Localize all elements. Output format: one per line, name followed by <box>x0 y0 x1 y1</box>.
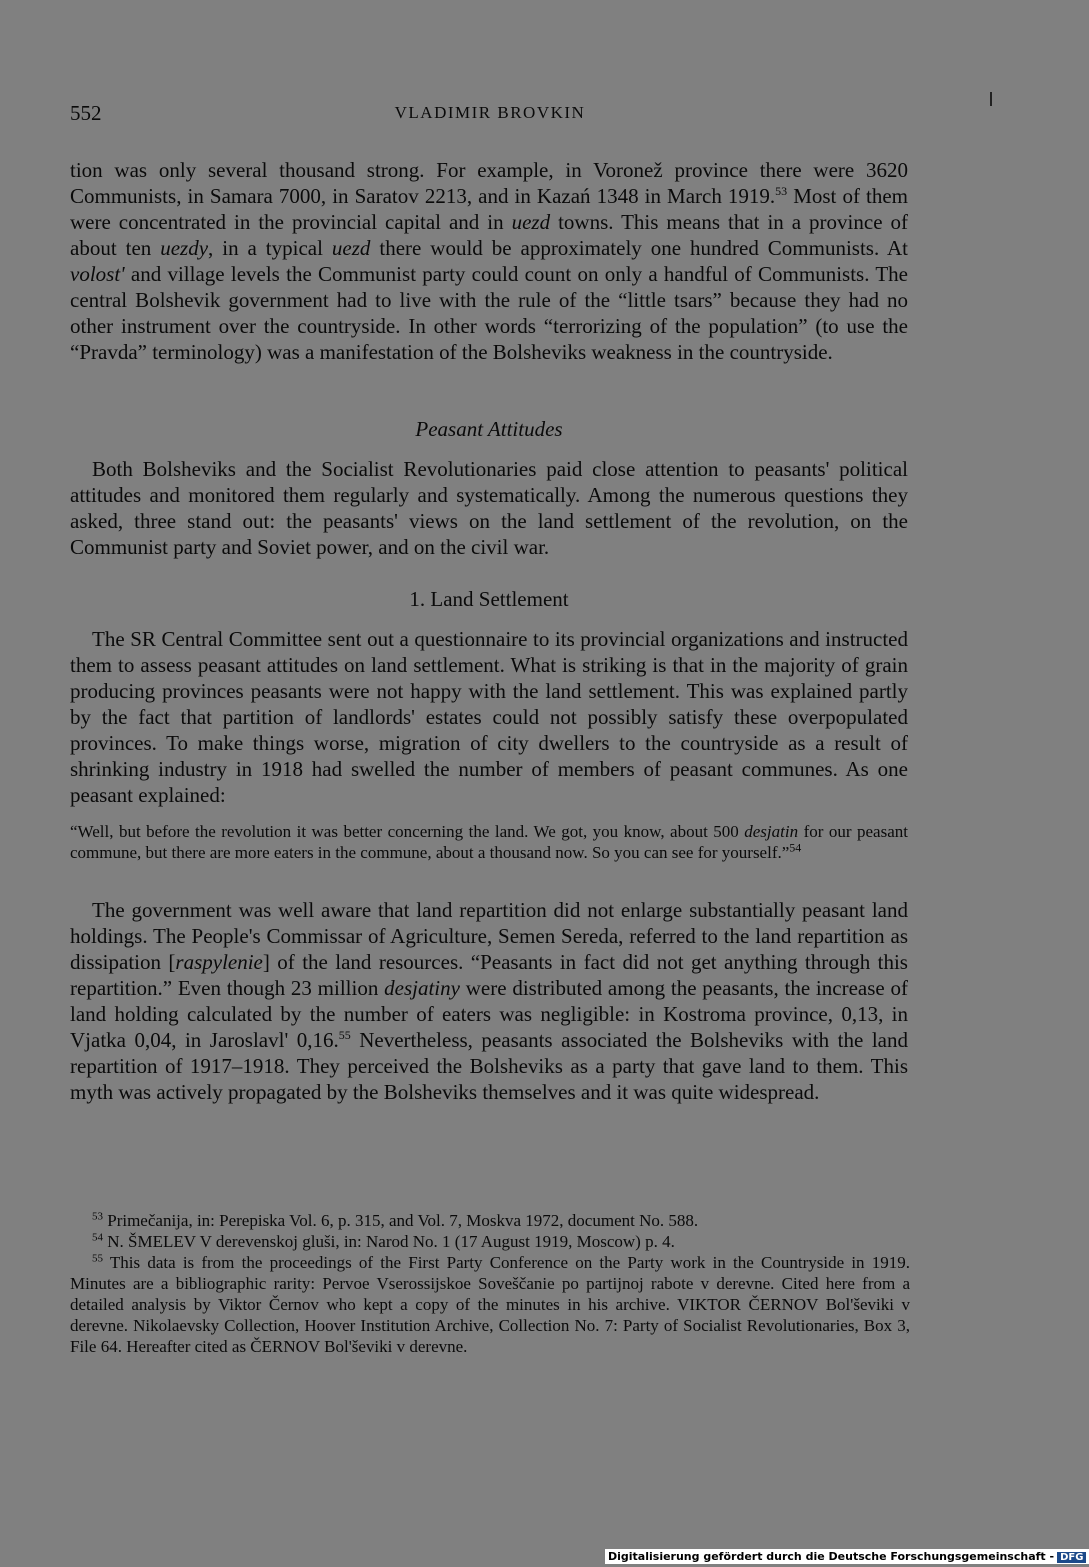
paragraph-3 <box>70 626 908 808</box>
paragraph-3-text: The SR Central Committee sent out a questionnaire to its provincial organizations and instructed them to assess peasant attitudes on land settlement. What is striking is that in the majority of grain producing provinces peasants were not happy with the land settlement. This was explained partly by the fact that partition of landlords' estates could not possibly satisfy these overpopulated provinces. To make things worse, migration of city dwellers to the countryside as a result of shrinking industry in 1918 had swelled the number of members of peasant communes. As one peasant explained: <box>70 627 908 807</box>
footnote-text: N. ŠMELEV V derevenskoj gluši, in: Narod No. 1 (17 August 1919, Moscow) p. 4. <box>103 1232 675 1251</box>
paragraph-1 <box>70 157 908 365</box>
italic-term: uezd <box>511 210 551 234</box>
footnote-ref-53[interactable]: 53 <box>775 184 788 198</box>
footnote-ref-55[interactable]: 55 <box>338 1028 351 1042</box>
footer-text: Digitalisierung gefördert durch die Deutsche Forschungsgemeinschaft - <box>608 1550 1055 1563</box>
paragraph-2 <box>70 456 908 560</box>
paragraph-4-text: The government was well aware that land repartition did not enlarge substantially peasant land holdings. The People's Commissar of Agriculture, Semen Sereda, referred to the land repartition as dissipation [ <box>70 898 908 974</box>
italic-term: uezdy <box>160 236 209 260</box>
footnotes <box>70 1210 910 1357</box>
italic-term: desjatiny <box>384 976 460 1000</box>
footnote-55 <box>70 1252 910 1357</box>
italic-term: uezd <box>331 236 371 260</box>
block-quote <box>70 821 908 863</box>
paragraph-4-text: ] of the land resources. “Peasants in fact did not get anything through this repartition.” Even though 23 million <box>70 950 908 1000</box>
paragraph-1-text: , in a typical <box>208 236 332 260</box>
page-number: 552 <box>70 101 102 125</box>
paragraph-2-text: Both Bolsheviks and the Socialist Revolutionaries paid close attention to peasants' political attitudes and monitored them regularly and systematically. Among the numerous questions they asked, three stand out: the peasants' views on the land settlement of the revolution, on the Communist party and Soviet power, and on the civil war. <box>70 457 908 559</box>
digitization-footer <box>605 1549 1089 1564</box>
paragraph-4-text: were distributed among the peasants, the increase of land holding calculated by the number of eaters was negligible: in Kostroma province, 0,13, in Vjatka 0,04, in Jaroslavl' 0,16. <box>70 976 908 1052</box>
italic-term: raspylenie <box>175 950 263 974</box>
paragraph-4 <box>70 897 908 1105</box>
footnote-text: This data is from the proceedings of the First Party Conference on the Party work in the Countryside in 1919. Minutes are a bibliographic rarity: Pervoe Vserossijskoe Soveščanie po partijnoj rabote v derevne. Cited here from a detailed analysis by Viktor Černov who kept a copy of the minutes in his archive. VIKTOR ČERNOV Bol'ševiki v derevne. Nikolaevsky Collection, Hoover Institution Archive, Collection No. 7: Party of Socialist Revolutionaries, Box 3, File 64. Hereafter cited as ČERNOV Bol'ševiki v derevne. <box>70 1253 910 1356</box>
paragraph-1-text: tion was only several thousand strong. For example, in Voronež province there were 3620 Communists, in Samara 7000, in Saratov 2213, and in Kazań 1348 in March 1919. <box>70 158 908 208</box>
subsection-heading: 1. Land Settlement <box>409 587 569 611</box>
footnote-54 <box>70 1231 910 1252</box>
paragraph-1-text: there would be approximately one hundred Communists. At <box>370 236 909 260</box>
paragraph-1-text: Most of them were concentrated in the provincial capital and in <box>70 184 908 234</box>
footnote-number: 55 <box>92 1252 103 1265</box>
paragraph-4-text: Nevertheless, peasants associated the Bolsheviks with the land repartition of 1917–1918. They perceived the Bolsheviks as a party that gave land to them. This myth was actively propagated by the Bolsheviks themselves and it was quite widespread. <box>70 1028 908 1104</box>
quote-text: for our peasant commune, but there are more eaters in the commune, about a thousand now. So you can see for yourself.” <box>70 822 908 862</box>
paragraph-1-text: towns. This means that in a province of about ten <box>70 210 908 260</box>
dfg-logo: DFG <box>1057 1552 1086 1563</box>
footnote-53 <box>70 1210 910 1231</box>
italic-term: desjatin <box>744 822 799 841</box>
scan-corner-mark <box>990 92 992 106</box>
footnote-ref-54[interactable]: 54 <box>789 840 802 855</box>
footnote-text: Primečanija, in: Perepiska Vol. 6, p. 315, and Vol. 7, Moskva 1972, document No. 588. <box>103 1211 699 1230</box>
paragraph-1-text: and village levels the Communist party could count on only a handful of Communists. The central Bolshevik government had to live with the rule of the “little tsars” because they had no other instrument over the countryside. In other words “terrorizing of the population” (to use the “Pravda” terminology) was a manifestation of the Bolsheviks weakness in the countryside. <box>70 262 908 364</box>
running-head: VLADIMIR BROVKIN <box>394 103 586 122</box>
quote-text: “Well, but before the revolution it was better concerning the land. We got, you know, about 500 <box>70 822 745 841</box>
section-heading: Peasant Attitudes <box>415 417 563 441</box>
footnote-number: 54 <box>92 1231 103 1244</box>
page-header <box>70 101 910 131</box>
footnote-number: 53 <box>92 1210 103 1223</box>
italic-term: volost' <box>70 262 125 286</box>
